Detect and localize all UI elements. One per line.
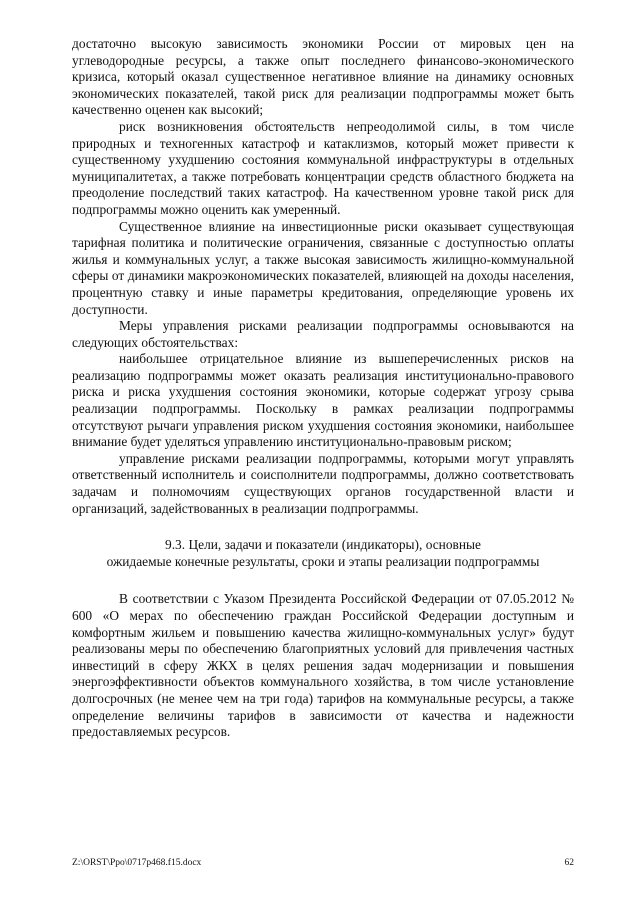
paragraph-4: Меры управления рисками реализации подпрограммы основываются на следующих обстоятельствах: [72,318,574,350]
section-heading-line-2: ожидаемые конечные результаты, сроки и этапы реализации подпрограммы [106,553,540,569]
paragraph-3: Существенное влияние на инвестиционные риски оказывает существующая тарифная политика и политические ограничения, связанные с доступностью оплаты жилья и коммунальных услуг, а также высокая зависимость жилищно-коммунальной сферы от динамики макроэкономических показателей, влияющей на доходы населения, процентную ставку и иные параметры кредитования, определяющие уровень их доступности. [72,218,574,317]
paragraph-5: наибольшее отрицательное влияние из вышеперечисленных рисков на реализацию подпрограммы может оказать реализация институционально-правового риска и риска ухудшения состояния экономики, которые содержат угрозу срыва реализации подпрограммы. Поскольку в рамках реализации подпрограммы отсутствуют рычаги управления риском ухудшения состояния экономики, наибольшее внимание будет уделяться управлению институционально-правовым риском; [72,351,574,450]
paragraph-2: риск возникновения обстоятельств непреодолимой силы, в том числе природных и техногенных катастроф и катаклизмов, который может привести к существенному ухудшению состояния коммунальной инфраструктуры в отдельных муниципалитетах, а также потребовать концентрации средств областного бюджета на преодоление последствий таких катастроф. На качественном уровне такой риск для подпрограммы можно оценить как умеренный. [72,118,574,217]
paragraph-decree: В соответствии с Указом Президента Российской Федерации от 07.05.2012 № 600 «О мерах по обеспечению граждан Российской Федерации доступным и комфортным жильем и повышению качества жилищно-коммунальных услуг» будут реализованы меры по обеспечению благоприятных условий для привлечения частных инвестиций в сферу ЖКХ в целях решения задач модернизации и повышения энергоэффективности объектов коммунального хозяйства, в том числе установление долгосрочных (не менее чем на три года) тарифов на коммунальные ресурсы, а также определение величины тарифов в зависимости от качества и надежности предоставляемых ресурсов. [72,591,574,740]
section-heading [72,537,574,570]
page-number: 62 [564,858,574,868]
footer-file-path: Z:\ORST\Ppo\0717p468.f15.docx [72,858,202,868]
paragraph-1: достаточно высокую зависимость экономики России от мировых цен на углеводородные ресурсы, а также опыт последнего финансово-экономического кризиса, который оказал существенное негативное влияние на динамику основных экономических показателей, такой риск для реализации подпрограммы может быть качественно оценен как высокий; [72,36,574,118]
paragraph-6: управление рисками реализации подпрограммы, которыми могут управлять ответственный исполнитель и соисполнители подпрограммы, должно соответствовать задачам и полномочиям существующих органов государственной власти и организаций, задействованных в реализации подпрограммы. [72,450,574,516]
document-page [72,36,574,741]
section-heading-line-1: 9.3. Цели, задачи и показатели (индикаторы), основные [165,537,481,553]
